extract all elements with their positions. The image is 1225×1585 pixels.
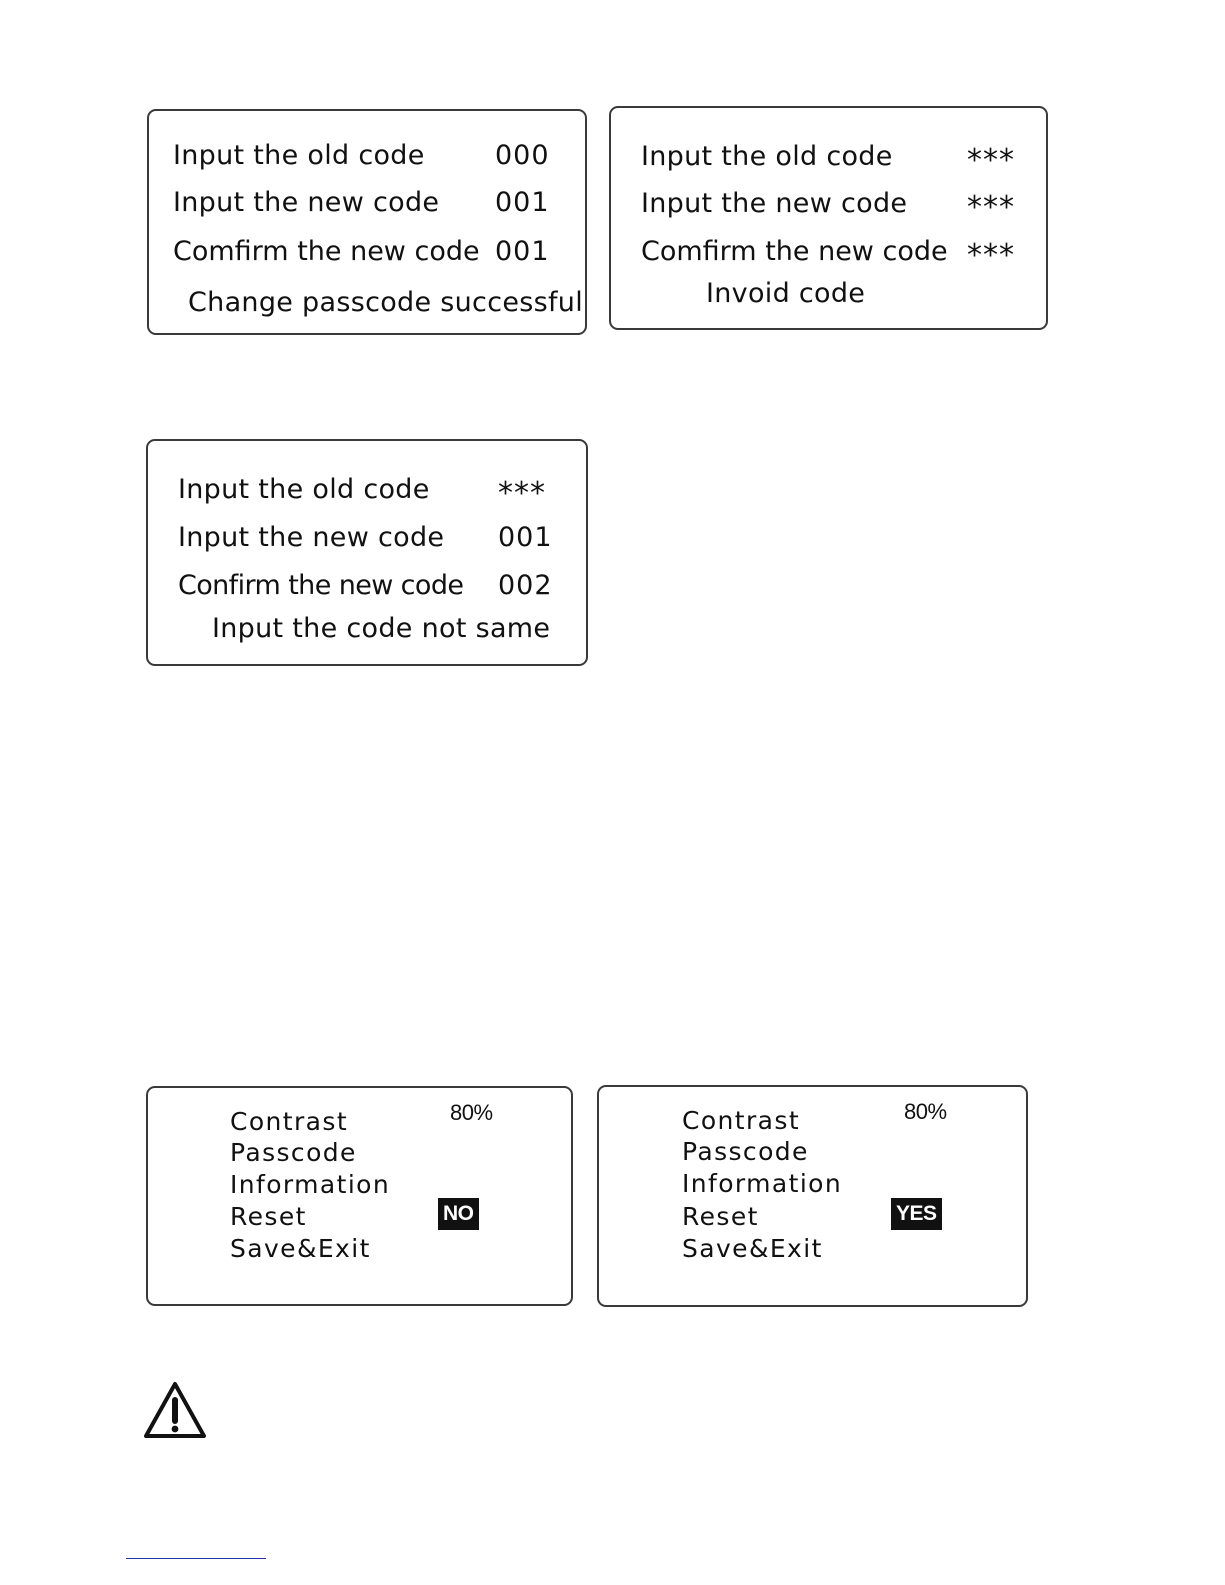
menu-item-information: Information [230, 1170, 391, 1199]
old-code-label: Input the old code [178, 474, 430, 505]
footer-link-underline [126, 1558, 266, 1559]
old-code-value: *** [967, 143, 1015, 178]
menu-item-contrast: Contrast [682, 1106, 801, 1135]
confirm-code-value: 001 [495, 236, 550, 267]
new-code-label: Input the new code [178, 522, 445, 553]
passcode-success-screen [147, 109, 587, 335]
passcode-invalid-screen [609, 106, 1048, 330]
status-message: Input the code not same [212, 613, 551, 644]
settings-menu-reset-no [146, 1086, 573, 1306]
confirm-code-value: 002 [498, 570, 553, 601]
new-code-value: 001 [498, 522, 553, 553]
reset-selection-badge: YES [891, 1198, 942, 1230]
confirm-code-label: Comfirm the new code [641, 236, 948, 267]
menu-item-information: Information [682, 1169, 843, 1198]
menu-item-save-exit: Save&Exit [682, 1234, 823, 1263]
old-code-label: Input the old code [641, 141, 893, 172]
menu-item-passcode: Passcode [230, 1138, 357, 1167]
confirm-code-label: Comfirm the new code [173, 236, 480, 267]
new-code-label: Input the new code [173, 187, 440, 218]
menu-item-reset: Reset [682, 1202, 759, 1231]
contrast-value: 80% [904, 1099, 947, 1124]
new-code-value: 001 [495, 187, 550, 218]
status-message: Change passcode successful [188, 287, 584, 318]
menu-item-save-exit: Save&Exit [230, 1234, 371, 1263]
passcode-mismatch-screen [146, 439, 588, 666]
old-code-value: *** [498, 476, 546, 511]
settings-menu-reset-yes [597, 1085, 1028, 1307]
new-code-value: *** [967, 190, 1015, 225]
old-code-label: Input the old code [173, 140, 425, 171]
menu-item-passcode: Passcode [682, 1137, 809, 1166]
confirm-code-label: Confirm the new code [178, 570, 464, 601]
warning-icon [142, 1380, 208, 1440]
menu-item-contrast: Contrast [230, 1107, 349, 1136]
new-code-label: Input the new code [641, 188, 908, 219]
status-message: Invoid code [706, 278, 866, 309]
reset-selection-badge: NO [438, 1198, 479, 1230]
old-code-value: 000 [495, 140, 550, 171]
confirm-code-value: *** [967, 238, 1015, 273]
menu-item-reset: Reset [230, 1202, 307, 1231]
contrast-value: 80% [450, 1100, 493, 1125]
